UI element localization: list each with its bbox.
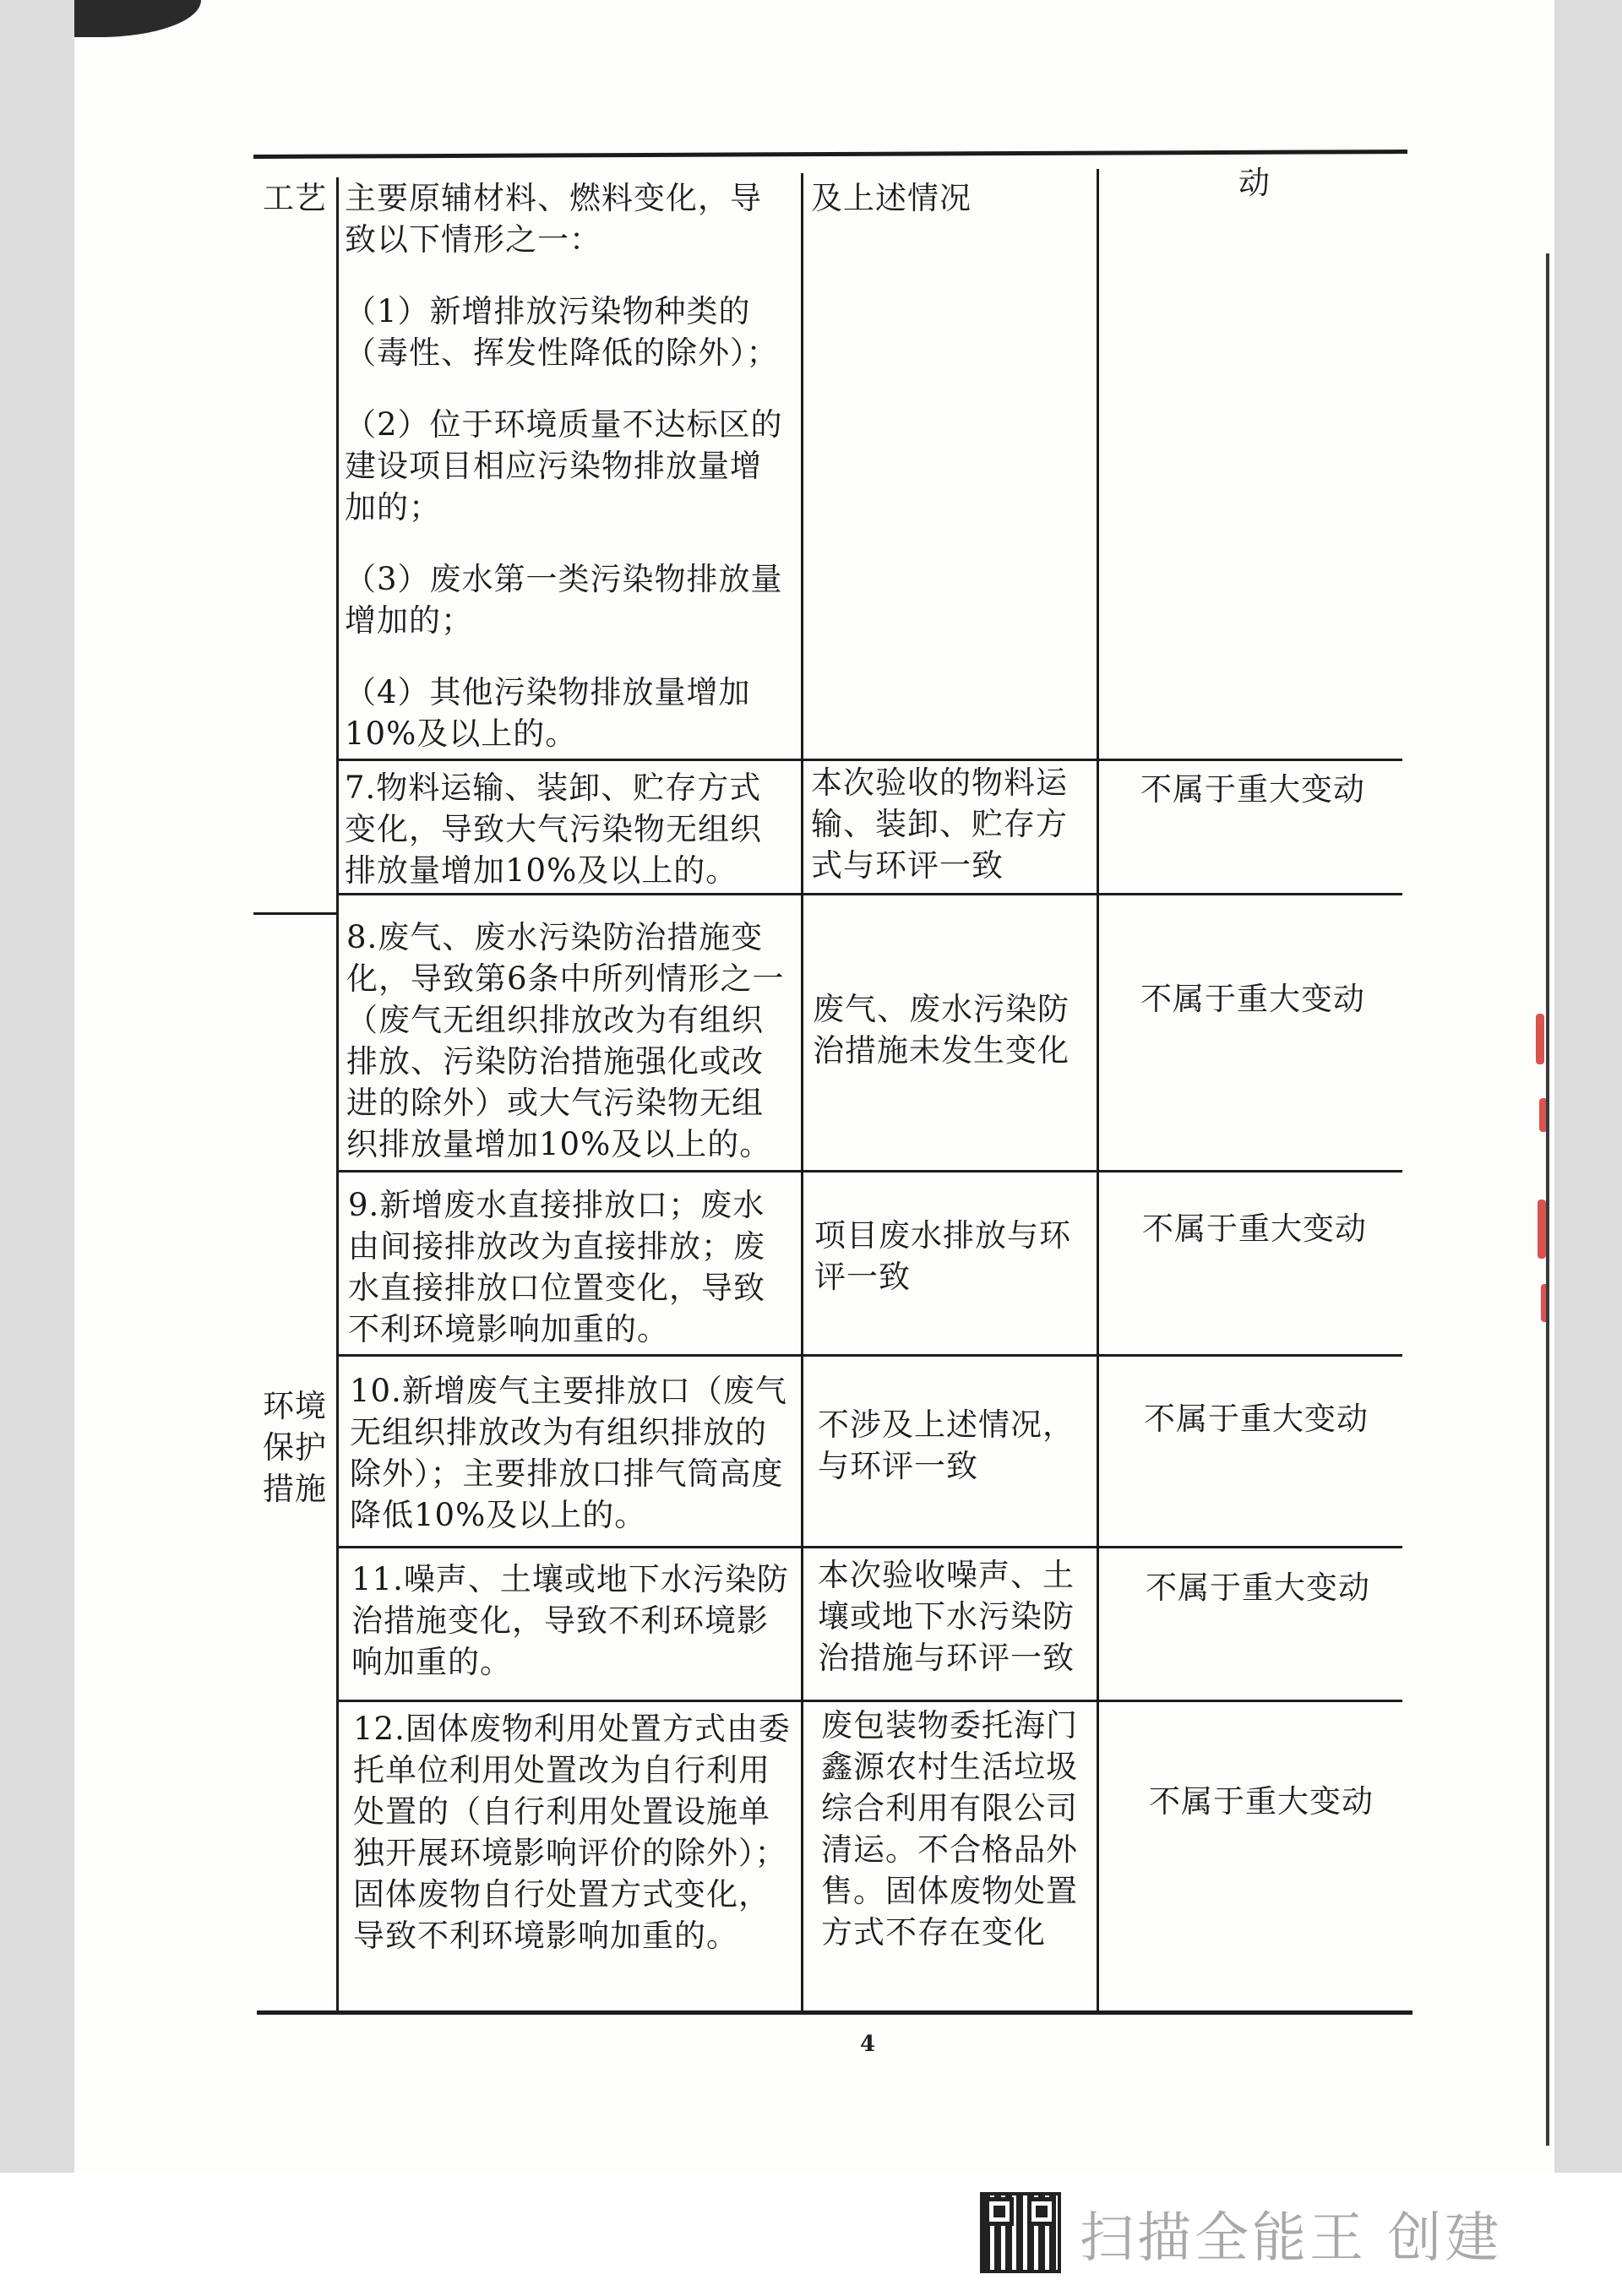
row8-content: 8.废气、废水污染防治措施变化，导致第6条中所列情形之一（废气无组织排放改为有组织排放、污染防治措施强化或改进的除外）或大气污染物无组织排放量增加10%及以上的。 [346,919,785,1162]
seal-fragment [1538,1200,1546,1259]
scan-edge-right [1546,253,1549,2146]
row9-conclusion: 不属于重大变动 [1142,1211,1367,1247]
col-rule-3 [1097,169,1099,2012]
seal-fragment [1536,1014,1544,1064]
row10-content: 10.新增废气主要排放口（废气无组织排放改为有组织排放的除外）；主要排放口排气筒高度降低10%及以上的。 [350,1373,787,1533]
row9-situation: 项目废水排放与环评一致 [814,1217,1071,1295]
row-rule-9 [336,1354,1402,1357]
row12-content: 12.固体废物利用处置方式由委托单位利用处置改为自行利用处置的（自行利用处置设施单独开展环境影响评价的除外）；固体废物自行处置方式变化，导致不利环境影响加重的。 [353,1711,791,1954]
qr-code-icon [980,2192,1061,2273]
row-rule-7 [336,893,1402,895]
row6-content [345,177,791,754]
row7-situation: 本次验收的物料运输、装卸、贮存方式与环评一致 [811,764,1068,884]
col-rule-1 [336,177,339,2012]
row6-situation: 及上述情况 [811,180,972,216]
scanner-watermark: 扫描全能王 创建 [1080,2207,1503,2270]
table-bottom-border [257,2010,1412,2015]
row8-situation: 废气、废水污染防治措施未发生变化 [813,991,1070,1069]
row-rule-6 [336,759,1402,761]
row6-para-3: （2）位于环境质量不达标区的建设项目相应污染物排放量增加的； [345,406,783,525]
scan-edge-shadow [74,0,201,37]
row7-content: 7.物料运输、装卸、贮存方式变化，导致大气污染物无组织排放量增加10%及以上的。 [345,770,762,889]
row11-conclusion: 不属于重大变动 [1146,1570,1370,1606]
col-rule-2 [801,173,803,2012]
row9-content: 9.新增废水直接排放口；废水由间接排放改为直接排放；废水直接排放口位置变化，导致不利环境影响加重的。 [348,1187,765,1347]
row11-situation: 本次验收噪声、土壤或地下水污染防治措施与环评一致 [818,1557,1075,1676]
row6-conclusion: 动 [1238,165,1271,201]
row6-para-5: （4）其他污染物排放量增加10%及以上的。 [345,674,751,752]
row6-para-1: 主要原辅材料、燃料变化，导致以下情形之一： [345,180,762,258]
row-rule-8 [336,1170,1402,1172]
scanned-page [74,0,1554,2173]
category-process: 工艺 [263,180,327,216]
row12-conclusion: 不属于重大变动 [1149,1783,1374,1820]
row-rule-10 [336,1546,1402,1548]
row8-conclusion: 不属于重大变动 [1140,981,1365,1017]
row6-para-4: （3）废水第一类污染物排放量增加的； [345,561,783,639]
row11-content: 11.噪声、土壤或地下水污染防治措施变化，导致不利环境影响加重的。 [351,1561,789,1680]
row-rule-11 [336,1700,1402,1702]
row10-conclusion: 不属于重大变动 [1144,1401,1369,1437]
category-environment: 环境 保护 措施 [263,1388,327,1507]
category-rule [253,912,336,915]
page-number: 4 [860,2032,876,2057]
row6-para-2: （1）新增排放污染物种类的（毒性、挥发性降低的除外）； [345,293,779,371]
row7-conclusion: 不属于重大变动 [1140,771,1365,808]
table-top-border [253,150,1407,159]
row12-situation: 废包装物委托海门鑫源农村生活垃圾综合利用有限公司清运。不合格品外售。固体废物处置方式不存在变化 [821,1707,1078,1951]
row10-situation: 不涉及上述情况，与环评一致 [818,1406,1075,1484]
